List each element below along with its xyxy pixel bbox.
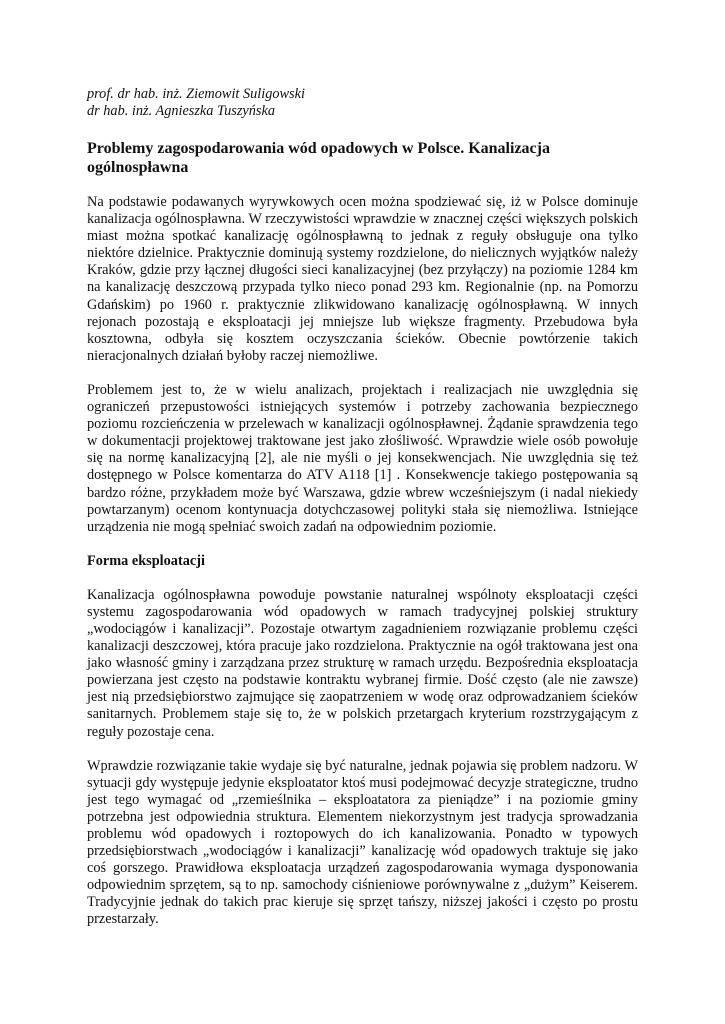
section-heading: Forma eksploatacji	[87, 552, 205, 569]
document-page	[87, 86, 638, 929]
section-paragraph-1: Kanalizacja ogólnospławna powoduje powstanie naturalnej wspólnoty eksploatacji części systemu zagospodarowania wód opadowych w ramach tradycyjnej polskiej struktury „wodociągów i kanalizacji”. Pozostaje otwartym zagadnieniem rozwiązanie problemu części kanalizacji deszczowej, która pracuje jako rozdzielona. Praktycznie na ogół traktowana jest ona jako własność gminy i zarządzana przez strukturę w ramach urzędu. Bezpośrednia eksploatacja powierzana jest często na podstawie kontraktu wybranej firmie. Dość często (ale nie zawsze) jest nią przedsiębiorstwo zajmujące się zaopatrzeniem w wodę oraz odprowadzaniem ścieków sanitarnych. Problemem staje się to, że w polskich przetargach kryterium rozstrzygającym z reguły pozostaje cena.	[87, 586, 638, 740]
author-2: dr hab. inż. Agnieszka Tuszyńska	[87, 103, 275, 119]
section-paragraph-2: Wprawdzie rozwiązanie takie wydaje się być naturalne, jednak pojawia się problem nadzoru. W sytuacji gdy występuje jedynie eksploatator ktoś musi podejmować decyzje strategiczne, trudno jest tego wymagać od „rzemieślnika – eksploatatora za pieniądze” i na poziomie gminy potrzebna jest odpowiednia struktura. Elementem niekorzystnym jest tradycja sprowadzania problemu wód opadowych i roztopowych do ich kanalizowania. Ponadto w typowych przedsiębiorstwach „wodociągów i kanalizacji” kanalizację wód opadowych traktuje się jako coś gorszego. Prawidłowa eksploatacja urządzeń zagospodarowania wymaga dysponowania odpowiednim sprzętem, są to np. samochody ciśnieniowe porównywalne z „dużym” Keiserem. Tradycyjnie jednak do takich prac kieruje się sprzęt tańszy, niższej jakości i często po prostu przestarzały.	[87, 757, 638, 928]
author-1: prof. dr hab. inż. Ziemowit Suligowski	[87, 86, 305, 102]
document-title: Problemy zagospodarowania wód opadowych w Polsce. Kanalizacja ogólnospławna	[87, 140, 550, 176]
paragraph-1: Na podstawie podawanych wyrywkowych ocen można spodziewać się, iż w Polsce dominuje kanalizacja ogólnospławna. W rzeczywistości wprawdzie w znacznej części większych polskich miast można spotkać kanalizację ogólnospławną to jednak z reguły obsługuje ona tylko niektóre dzielnice. Praktycznie dominują systemy rozdzielone, do nielicznych wyjątków należy Kraków, gdzie przy łącznej długości sieci kanalizacyjnej (bez przyłączy) na poziomie 1284 km na kanalizację deszczową przypada tylko nieco ponad 293 km. Regionalnie (np. na Pomorzu Gdańskim) po 1960 r. praktycznie zlikwidowano kanalizację ogólnospławną. W innych rejonach pozostają e eksploatacji jej mniejsze lub większe fragmenty. Przebudowa była kosztowna, odbyła się kosztem oczyszczania ścieków. Obecnie powtórzenie takich nieracjonalnych działań byłoby raczej niemożliwe.	[87, 194, 638, 364]
paragraph-2: Problemem jest to, że w wielu analizach, projektach i realizacjach nie uwzględnia się ograniczeń przepustowości istniejących systemów i potrzeby zachowania bezpiecznego poziomu rozcieńczenia w przelewach w kanalizacji ogólnospławnej. Żądanie sprawdzenia tego w dokumentacji projektowej traktowane jest jako złośliwość. Wprawdzie wiele osób powołuje się na normę kanalizacyjną [2], ale nie myśli o jej konsekwencjach. Nie uwzględnia się też dostępnego w Polsce komentarza do ATV A118 [1] . Konsekwencje takiego postępowania są bardzo różne, przykładem może być Warszawa, gdzie wbrew wcześniejszym (i nadal niekiedy powtarzanym) ocenom kontynuacja dotychczasowej polityki stała się niemożliwa. Istniejące urządzenia nie mogą spełniać swoich zadań na odpowiednim poziomie.	[87, 381, 638, 535]
